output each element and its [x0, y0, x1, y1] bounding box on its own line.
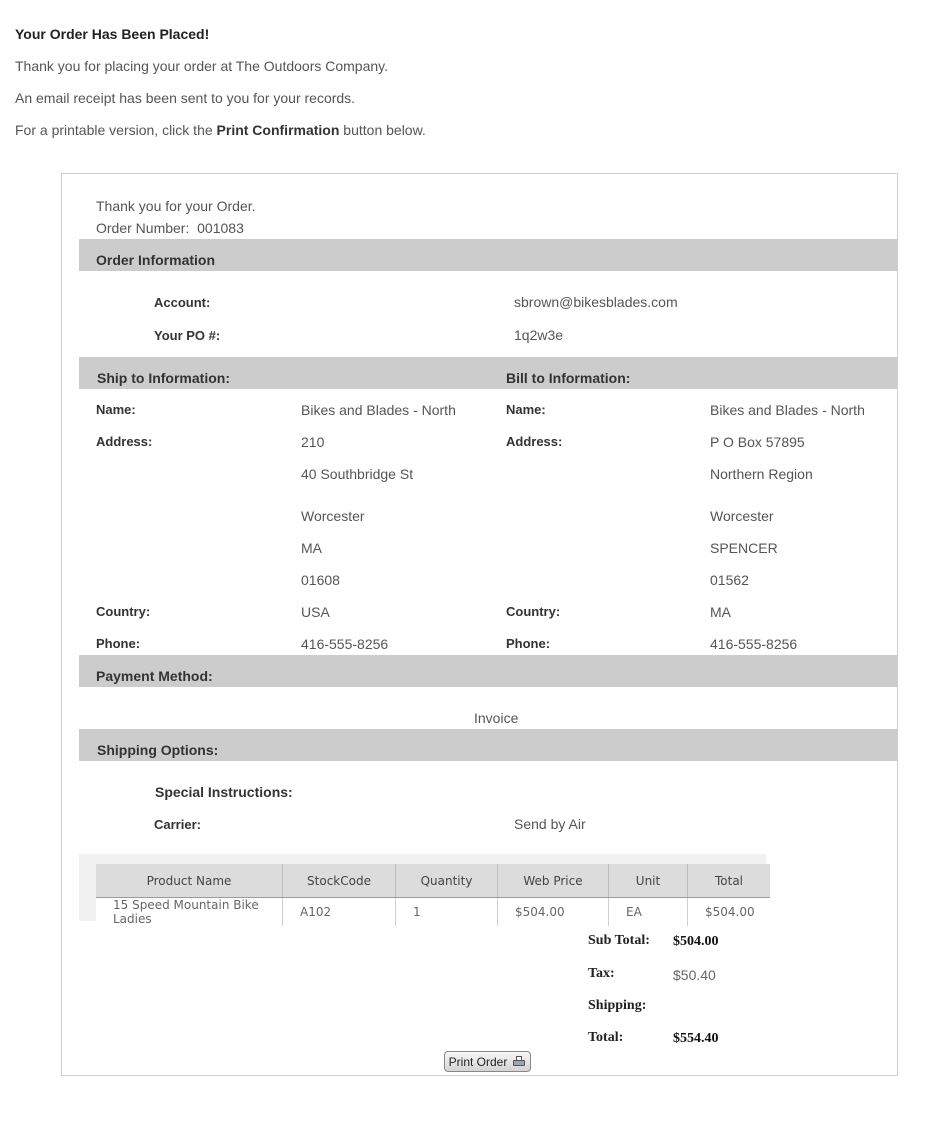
printer-icon: [512, 1056, 526, 1068]
ship-name: Bikes and Blades - North: [301, 402, 456, 418]
ship-city: Worcester: [301, 508, 365, 524]
po-value: 1q2w3e: [514, 327, 564, 343]
order-information-title: Order Information: [96, 252, 216, 268]
payment-method-bar: [79, 655, 897, 687]
ship-address2: 40 Southbridge St: [301, 466, 414, 482]
quantity-cell: 1: [396, 898, 498, 927]
col-total: Total: [688, 864, 771, 898]
account-value: sbrown@bikesblades.com: [514, 294, 678, 310]
total-value: $554.40: [673, 1031, 719, 1046]
print-order-button[interactable]: [444, 1051, 531, 1072]
col-stockcode: StockCode: [283, 864, 396, 898]
carrier-value: Send by Air: [514, 816, 586, 832]
shipping-label: Shipping:: [588, 998, 647, 1013]
order-thanks: Thank you for your Order.: [96, 198, 256, 214]
special-instructions-label: Special Instructions:: [155, 784, 293, 800]
ship-state: MA: [301, 540, 322, 556]
ship-country-label: Country:: [96, 604, 151, 619]
product-table-header: [96, 864, 770, 898]
ship-address-label: Address:: [96, 434, 153, 449]
table-row: [96, 898, 770, 927]
bill-address1: P O Box 57895: [710, 434, 805, 450]
col-web-price: Web Price: [498, 864, 609, 898]
bill-country: MA: [710, 604, 731, 620]
print-order-label: Print Order: [448, 1054, 508, 1069]
ship-phone: 416-555-8256: [301, 636, 389, 652]
payment-method-title: Payment Method:: [96, 668, 213, 684]
bill-country-label: Country:: [506, 604, 561, 619]
bill-address2: Northern Region: [710, 466, 813, 482]
address-bar: [79, 357, 897, 389]
product-table: [96, 864, 770, 926]
total-label: Total:: [588, 1030, 624, 1045]
print-confirmation-text: Print Confirmation: [216, 122, 340, 138]
order-number: 001083: [197, 220, 244, 236]
order-information-bar: [79, 239, 897, 271]
bill-state: SPENCER: [710, 540, 778, 556]
col-quantity: Quantity: [396, 864, 498, 898]
bill-to-title: Bill to Information:: [506, 370, 631, 386]
order-number-label: Order Number:: [96, 220, 190, 236]
bill-name: Bikes and Blades - North: [710, 402, 865, 418]
ship-name-label: Name:: [96, 402, 136, 417]
col-unit: Unit: [609, 864, 688, 898]
printable-text-pre: For a printable version, click the: [15, 122, 217, 138]
stockcode-cell: A102: [283, 898, 396, 927]
tax-value: $50.40: [673, 967, 716, 983]
subtotal-label: Sub Total:: [588, 933, 650, 948]
ship-to-title: Ship to Information:: [97, 370, 230, 386]
ship-phone-label: Phone:: [96, 636, 141, 651]
shipping-options-title: Shipping Options:: [97, 742, 219, 758]
bill-city: Worcester: [710, 508, 774, 524]
ship-country: USA: [301, 604, 330, 620]
order-confirmation-panel: [61, 173, 898, 1076]
email-receipt-text: An email receipt has been sent to you for your records.: [15, 90, 356, 106]
col-product-name: Product Name: [96, 864, 283, 898]
bill-phone-label: Phone:: [506, 636, 551, 651]
account-label: Account:: [154, 295, 211, 310]
ship-address1: 210: [301, 434, 325, 450]
subtotal-value: $504.00: [673, 934, 719, 949]
payment-method-value: Invoice: [474, 710, 519, 726]
thank-you-text: Thank you for placing your order at The Outdoors Company.: [15, 58, 389, 74]
order-number-row: [96, 220, 244, 236]
carrier-label: Carrier:: [154, 817, 201, 832]
page-title: Your Order Has Been Placed!: [15, 26, 210, 42]
unit-cell: EA: [609, 898, 688, 927]
po-label: Your PO #:: [154, 328, 221, 343]
printable-text: [15, 122, 426, 138]
bill-phone: 416-555-8256: [710, 636, 798, 652]
web-price-cell: $504.00: [498, 898, 609, 927]
shipping-options-bar: [79, 729, 897, 761]
bill-zip: 01562: [710, 572, 749, 588]
tax-label: Tax:: [588, 966, 615, 981]
bill-address-label: Address:: [506, 434, 563, 449]
bill-name-label: Name:: [506, 402, 546, 417]
total-cell: $504.00: [688, 898, 771, 927]
ship-zip: 01608: [301, 572, 340, 588]
printable-text-post: button below.: [339, 122, 426, 138]
product-name-cell: 15 Speed Mountain Bike Ladies: [96, 898, 283, 927]
